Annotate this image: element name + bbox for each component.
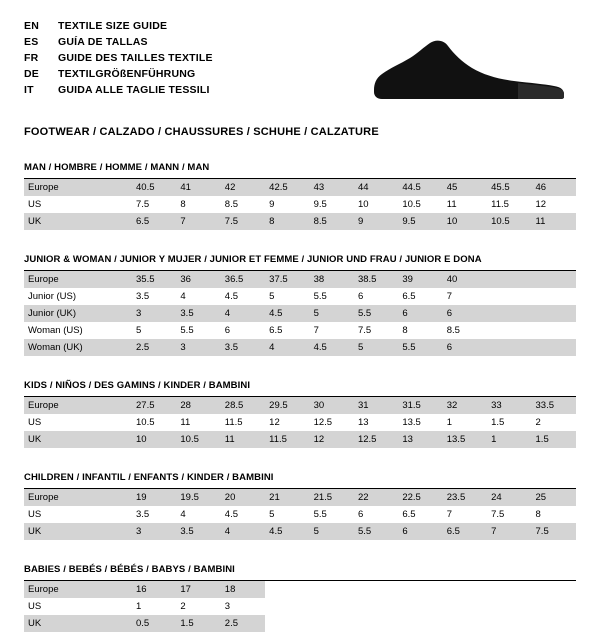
cell bbox=[532, 271, 576, 288]
cell: 5 bbox=[354, 339, 398, 356]
cell: 11.5 bbox=[487, 196, 531, 213]
cell: 45.5 bbox=[487, 179, 531, 196]
cell bbox=[487, 581, 531, 598]
cell: 1.5 bbox=[487, 414, 531, 431]
page-header bbox=[24, 18, 576, 104]
cell: 5.5 bbox=[310, 506, 354, 523]
group-man bbox=[24, 162, 576, 230]
group-kids bbox=[24, 380, 576, 448]
table-row bbox=[24, 288, 576, 305]
cell: 18 bbox=[221, 581, 265, 598]
cell bbox=[398, 598, 442, 615]
cell: 7 bbox=[310, 322, 354, 339]
cell: 28.5 bbox=[221, 397, 265, 414]
language-code: IT bbox=[24, 84, 34, 96]
cell: 42.5 bbox=[265, 179, 309, 196]
language-code: DE bbox=[24, 68, 39, 80]
cell bbox=[532, 322, 576, 339]
table-row bbox=[24, 598, 576, 615]
cell: 6 bbox=[443, 305, 487, 322]
row-label: US bbox=[24, 414, 132, 431]
cell: 10.5 bbox=[132, 414, 176, 431]
cell bbox=[487, 615, 531, 632]
cell: 35.5 bbox=[132, 271, 176, 288]
cell: 7 bbox=[443, 288, 487, 305]
cell: 32 bbox=[443, 397, 487, 414]
cell: 23.5 bbox=[443, 489, 487, 506]
cell: 0.5 bbox=[132, 615, 176, 632]
cell bbox=[532, 615, 576, 632]
cell: 5 bbox=[265, 288, 309, 305]
cell: 29.5 bbox=[265, 397, 309, 414]
language-row bbox=[24, 82, 213, 98]
cell: 4.5 bbox=[221, 288, 265, 305]
row-label: Europe bbox=[24, 179, 132, 196]
cell: 8.5 bbox=[443, 322, 487, 339]
cell: 25 bbox=[532, 489, 576, 506]
cell: 5.5 bbox=[398, 339, 442, 356]
cell: 27.5 bbox=[132, 397, 176, 414]
cell: 9.5 bbox=[310, 196, 354, 213]
cell: 4 bbox=[221, 523, 265, 540]
language-code: ES bbox=[24, 36, 39, 48]
cell: 40.5 bbox=[132, 179, 176, 196]
cell: 36.5 bbox=[221, 271, 265, 288]
row-label: US bbox=[24, 598, 132, 615]
cell bbox=[398, 581, 442, 598]
row-label: Europe bbox=[24, 581, 132, 598]
cell: 3 bbox=[221, 598, 265, 615]
cell: 4 bbox=[265, 339, 309, 356]
row-label: Europe bbox=[24, 489, 132, 506]
cell: 42 bbox=[221, 179, 265, 196]
language-row bbox=[24, 34, 213, 50]
cell: 22 bbox=[354, 489, 398, 506]
group-title: BABIES / BEBÉS / BÉBÉS / BABYS / BAMBINI bbox=[24, 564, 576, 581]
cell bbox=[532, 305, 576, 322]
cell: 6.5 bbox=[398, 506, 442, 523]
group-title: MAN / HOMBRE / HOMME / MANN / MAN bbox=[24, 162, 576, 179]
cell: 19.5 bbox=[176, 489, 220, 506]
language-title: GUIDA ALLE TAGLIE TESSILI bbox=[58, 84, 210, 96]
cell bbox=[443, 581, 487, 598]
cell: 33.5 bbox=[532, 397, 576, 414]
cell: 5.5 bbox=[354, 523, 398, 540]
cell: 1 bbox=[487, 431, 531, 448]
language-title-list bbox=[24, 18, 213, 98]
language-title: TEXTILGRÖßENFÜHRUNG bbox=[58, 68, 196, 80]
cell bbox=[532, 339, 576, 356]
language-title: GUÍA DE TALLAS bbox=[58, 36, 148, 48]
cell bbox=[265, 598, 309, 615]
row-label: Europe bbox=[24, 271, 132, 288]
table-row bbox=[24, 506, 576, 523]
cell: 31.5 bbox=[398, 397, 442, 414]
cell: 3 bbox=[132, 305, 176, 322]
cell: 11 bbox=[443, 196, 487, 213]
cell: 3 bbox=[132, 523, 176, 540]
size-table-junior-woman bbox=[24, 271, 576, 356]
cell: 4 bbox=[221, 305, 265, 322]
language-row bbox=[24, 18, 213, 34]
cell: 6.5 bbox=[265, 322, 309, 339]
cell: 5.5 bbox=[310, 288, 354, 305]
row-label: UK bbox=[24, 615, 132, 632]
cell bbox=[487, 305, 531, 322]
cell bbox=[532, 581, 576, 598]
cell: 8 bbox=[265, 213, 309, 230]
cell bbox=[310, 598, 354, 615]
table-row bbox=[24, 523, 576, 540]
language-code: FR bbox=[24, 52, 39, 64]
cell: 13.5 bbox=[443, 431, 487, 448]
group-junior-woman bbox=[24, 254, 576, 356]
cell: 10 bbox=[443, 213, 487, 230]
cell bbox=[310, 615, 354, 632]
cell: 10.5 bbox=[487, 213, 531, 230]
row-label: Woman (US) bbox=[24, 322, 132, 339]
cell: 1 bbox=[132, 598, 176, 615]
cell: 5 bbox=[310, 305, 354, 322]
cell: 3.5 bbox=[132, 506, 176, 523]
language-row bbox=[24, 66, 213, 82]
cell bbox=[354, 598, 398, 615]
cell: 39 bbox=[398, 271, 442, 288]
group-title: CHILDREN / INFANTIL / ENFANTS / KINDER / BAMBINI bbox=[24, 472, 576, 489]
cell: 7.5 bbox=[221, 213, 265, 230]
cell: 21.5 bbox=[310, 489, 354, 506]
cell bbox=[354, 581, 398, 598]
cell: 43 bbox=[310, 179, 354, 196]
table-row bbox=[24, 397, 576, 414]
size-table-children bbox=[24, 489, 576, 540]
cell bbox=[487, 288, 531, 305]
cell bbox=[398, 615, 442, 632]
cell: 4.5 bbox=[265, 523, 309, 540]
cell: 11 bbox=[176, 414, 220, 431]
cell: 7 bbox=[487, 523, 531, 540]
cell: 36 bbox=[176, 271, 220, 288]
cell: 7 bbox=[176, 213, 220, 230]
cell: 31 bbox=[354, 397, 398, 414]
size-table-kids bbox=[24, 397, 576, 448]
language-title-list-body bbox=[24, 18, 213, 98]
cell: 9.5 bbox=[398, 213, 442, 230]
cell: 6.5 bbox=[443, 523, 487, 540]
cell: 12 bbox=[310, 431, 354, 448]
cell: 12 bbox=[265, 414, 309, 431]
cell: 3 bbox=[176, 339, 220, 356]
cell: 6 bbox=[354, 506, 398, 523]
cell: 38.5 bbox=[354, 271, 398, 288]
cell bbox=[487, 339, 531, 356]
row-label: Europe bbox=[24, 397, 132, 414]
table-row bbox=[24, 213, 576, 230]
table-row bbox=[24, 615, 576, 632]
cell: 3.5 bbox=[176, 305, 220, 322]
cell: 45 bbox=[443, 179, 487, 196]
cell: 16 bbox=[132, 581, 176, 598]
cell: 46 bbox=[532, 179, 576, 196]
cell: 12.5 bbox=[310, 414, 354, 431]
language-code: EN bbox=[24, 20, 39, 32]
cell: 6 bbox=[221, 322, 265, 339]
cell: 5.5 bbox=[354, 305, 398, 322]
language-row bbox=[24, 50, 213, 66]
cell: 6 bbox=[354, 288, 398, 305]
cell: 8 bbox=[398, 322, 442, 339]
cell: 28 bbox=[176, 397, 220, 414]
cell: 10.5 bbox=[398, 196, 442, 213]
language-title: TEXTILE SIZE GUIDE bbox=[58, 20, 168, 32]
cell: 2.5 bbox=[132, 339, 176, 356]
cell: 2.5 bbox=[221, 615, 265, 632]
cell bbox=[265, 615, 309, 632]
cell: 11.5 bbox=[221, 414, 265, 431]
size-table-babies bbox=[24, 581, 576, 632]
cell: 5 bbox=[310, 523, 354, 540]
cell: 41 bbox=[176, 179, 220, 196]
cell: 30 bbox=[310, 397, 354, 414]
cell: 8.5 bbox=[310, 213, 354, 230]
language-title: GUIDE DES TAILLES TEXTILE bbox=[58, 52, 213, 64]
cell: 4 bbox=[176, 288, 220, 305]
size-table-man bbox=[24, 179, 576, 230]
cell: 2 bbox=[176, 598, 220, 615]
cell: 1.5 bbox=[176, 615, 220, 632]
table-row bbox=[24, 305, 576, 322]
cell bbox=[487, 322, 531, 339]
cell: 12.5 bbox=[354, 431, 398, 448]
cell: 20 bbox=[221, 489, 265, 506]
cell: 1 bbox=[443, 414, 487, 431]
cell: 8 bbox=[176, 196, 220, 213]
cell: 9 bbox=[354, 213, 398, 230]
cell: 6.5 bbox=[132, 213, 176, 230]
cell bbox=[443, 598, 487, 615]
cell: 17 bbox=[176, 581, 220, 598]
cell: 12 bbox=[532, 196, 576, 213]
cell: 10.5 bbox=[176, 431, 220, 448]
row-label: Junior (US) bbox=[24, 288, 132, 305]
cell: 13 bbox=[398, 431, 442, 448]
cell: 11 bbox=[221, 431, 265, 448]
cell: 5 bbox=[132, 322, 176, 339]
cell: 10 bbox=[354, 196, 398, 213]
cell: 11.5 bbox=[265, 431, 309, 448]
cell: 21 bbox=[265, 489, 309, 506]
cell bbox=[487, 598, 531, 615]
cell: 38 bbox=[310, 271, 354, 288]
cell: 7.5 bbox=[532, 523, 576, 540]
cell: 6 bbox=[443, 339, 487, 356]
cell: 11 bbox=[532, 213, 576, 230]
group-title: KIDS / NIÑOS / DES GAMINS / KINDER / BAMBINI bbox=[24, 380, 576, 397]
table-row bbox=[24, 271, 576, 288]
row-label: US bbox=[24, 196, 132, 213]
cell: 9 bbox=[265, 196, 309, 213]
cell: 8.5 bbox=[221, 196, 265, 213]
cell: 13 bbox=[354, 414, 398, 431]
row-label: UK bbox=[24, 213, 132, 230]
table-row bbox=[24, 581, 576, 598]
row-label: UK bbox=[24, 523, 132, 540]
cell: 22.5 bbox=[398, 489, 442, 506]
cell bbox=[443, 615, 487, 632]
cell: 24 bbox=[487, 489, 531, 506]
cell: 6 bbox=[398, 523, 442, 540]
table-row bbox=[24, 322, 576, 339]
cell: 4.5 bbox=[265, 305, 309, 322]
cell bbox=[310, 581, 354, 598]
table-row bbox=[24, 414, 576, 431]
table-row bbox=[24, 489, 576, 506]
cell: 6.5 bbox=[398, 288, 442, 305]
table-row bbox=[24, 196, 576, 213]
cell: 10 bbox=[132, 431, 176, 448]
cell: 4 bbox=[176, 506, 220, 523]
table-row bbox=[24, 179, 576, 196]
cell: 4.5 bbox=[221, 506, 265, 523]
cell: 8 bbox=[532, 506, 576, 523]
dress-shoe-icon bbox=[368, 34, 568, 106]
cell bbox=[354, 615, 398, 632]
cell: 13.5 bbox=[398, 414, 442, 431]
cell: 3.5 bbox=[132, 288, 176, 305]
category-title: FOOTWEAR / CALZADO / CHAUSSURES / SCHUHE / CALZATURE bbox=[24, 126, 379, 138]
cell bbox=[532, 598, 576, 615]
cell: 1.5 bbox=[532, 431, 576, 448]
row-label: US bbox=[24, 506, 132, 523]
cell: 2 bbox=[532, 414, 576, 431]
cell: 5.5 bbox=[176, 322, 220, 339]
cell: 7.5 bbox=[132, 196, 176, 213]
cell bbox=[265, 581, 309, 598]
group-children bbox=[24, 472, 576, 540]
cell: 40 bbox=[443, 271, 487, 288]
group-title: JUNIOR & WOMAN / JUNIOR Y MUJER / JUNIOR ET FEMME / JUNIOR UND FRAU / JUNIOR E DONA bbox=[24, 254, 576, 271]
cell: 7 bbox=[443, 506, 487, 523]
cell: 3.5 bbox=[221, 339, 265, 356]
row-label: Junior (UK) bbox=[24, 305, 132, 322]
cell: 5 bbox=[265, 506, 309, 523]
table-row bbox=[24, 339, 576, 356]
cell: 44 bbox=[354, 179, 398, 196]
cell bbox=[532, 288, 576, 305]
cell: 19 bbox=[132, 489, 176, 506]
row-label: Woman (UK) bbox=[24, 339, 132, 356]
cell: 44.5 bbox=[398, 179, 442, 196]
cell: 7.5 bbox=[487, 506, 531, 523]
cell bbox=[487, 271, 531, 288]
table-row bbox=[24, 431, 576, 448]
cell: 37.5 bbox=[265, 271, 309, 288]
cell: 7.5 bbox=[354, 322, 398, 339]
group-babies bbox=[24, 564, 576, 632]
row-label: UK bbox=[24, 431, 132, 448]
cell: 33 bbox=[487, 397, 531, 414]
cell: 4.5 bbox=[310, 339, 354, 356]
cell: 6 bbox=[398, 305, 442, 322]
cell: 3.5 bbox=[176, 523, 220, 540]
